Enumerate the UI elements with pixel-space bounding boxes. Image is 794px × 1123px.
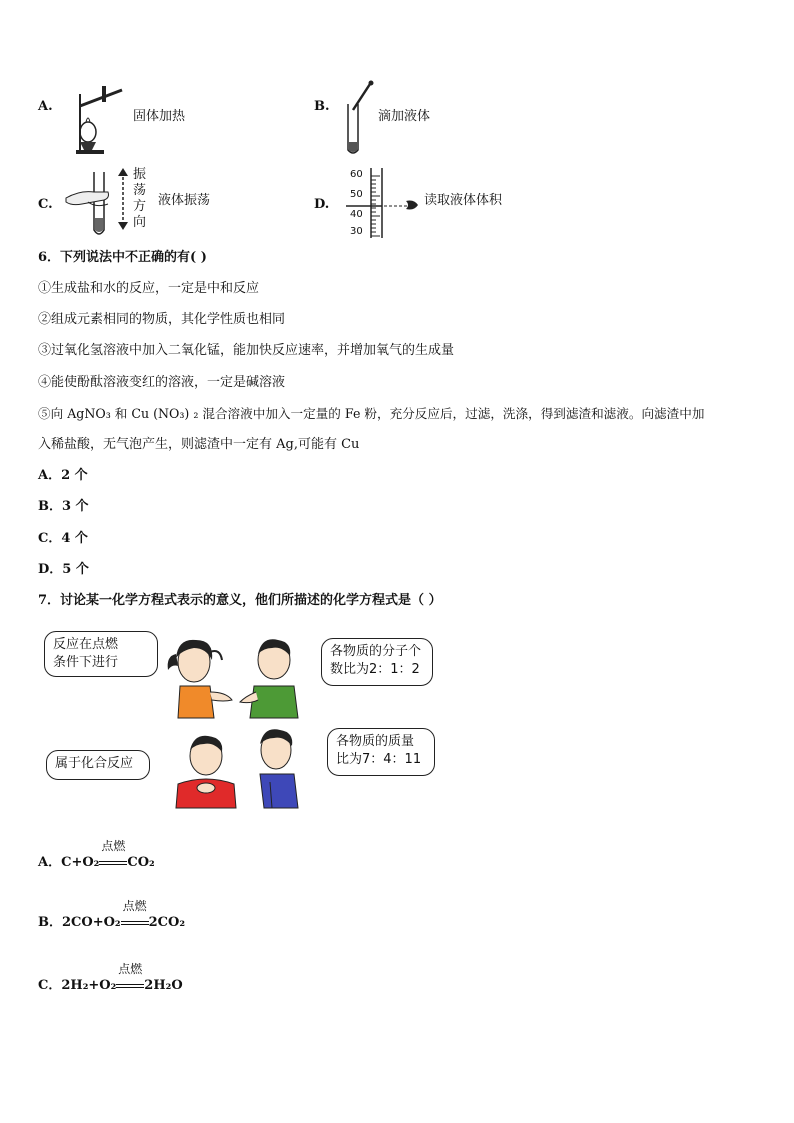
q7-option-b	[38, 898, 186, 931]
q7-option-a	[38, 838, 155, 871]
graduated-cylinder-figure	[344, 168, 384, 240]
student-boy-blue-figure	[250, 722, 310, 810]
option-letter: B.	[314, 99, 330, 114]
student-boy-green-figure	[238, 630, 308, 720]
student-boy-red-figure	[172, 730, 242, 810]
q5-option-a	[38, 95, 53, 114]
reaction-arrow	[99, 838, 127, 871]
q5-option-c-label: 液体振荡	[158, 193, 211, 208]
reaction-condition: 点燃	[122, 898, 147, 913]
speech-bubble-mass-ratio: 各物质的质量 比为7：4：11	[327, 728, 435, 776]
reaction-condition: 点燃	[101, 838, 126, 853]
q5-option-c	[38, 193, 53, 212]
q5-option-b-label: 滴加液体	[378, 109, 431, 124]
scale-label-50: 50	[350, 189, 363, 200]
q6-statement-3: ③过氧化氢溶液中加入二氧化锰，能加快反应速率，并增加氧气的生成量	[38, 343, 455, 358]
equation-reactants: 2H₂+O₂	[61, 978, 117, 993]
option-letter: C．	[38, 978, 62, 993]
q6-statement-5-line2: 入稀盐酸，无气泡产生，则滤渣中一定有 Ag,可能有 Cu	[38, 437, 360, 452]
q5-option-d-label: 读取液体体积	[424, 193, 503, 208]
shake-char: 向	[133, 215, 147, 230]
heating-apparatus-figure	[66, 84, 126, 156]
student-girl-figure	[160, 630, 240, 720]
shake-char: 荡	[133, 183, 147, 198]
shake-arrow	[116, 168, 130, 230]
reaction-condition: 点燃	[118, 961, 143, 976]
scale-label-40: 40	[350, 209, 363, 220]
shaking-tube-figure	[64, 168, 124, 240]
dropper-tube-figure	[340, 80, 380, 158]
reaction-arrow	[121, 898, 149, 931]
q6-option-a: A．2 个	[38, 468, 88, 483]
speech-bubble-molecule-ratio: 各物质的分子个 数比为2：1：2	[321, 638, 433, 686]
q6-stem: 6．下列说法中不正确的有( )	[38, 250, 207, 265]
eye-sightline-icon	[384, 198, 420, 212]
q5-option-b	[314, 95, 330, 114]
option-letter: C.	[38, 197, 53, 212]
option-letter: B．	[38, 915, 62, 930]
q5-option-a-label: 固体加热	[133, 109, 186, 124]
q6-option-c: C．4 个	[38, 531, 88, 546]
q6-statement-4: ④能使酚酞溶液变红的溶液，一定是碱溶液	[38, 375, 286, 390]
q7-option-c	[38, 961, 183, 994]
scale-label-30: 30	[350, 226, 363, 237]
shake-char: 方	[133, 199, 147, 214]
equation-products: CO₂	[127, 855, 155, 870]
q6-statement-1: ①生成盐和水的反应，一定是中和反应	[38, 281, 260, 296]
shake-direction-text	[133, 167, 147, 231]
option-letter: A.	[38, 99, 53, 114]
option-letter: A．	[38, 855, 62, 870]
double-arrow-icon	[116, 168, 130, 230]
q6-statement-2: ②组成元素相同的物质，其化学性质也相同	[38, 312, 286, 327]
equation-reactants: C+O₂	[61, 855, 100, 870]
q6-option-b: B．3 个	[38, 499, 89, 514]
speech-bubble-ignite: 反应在点燃 条件下进行	[44, 631, 158, 677]
equation-products: 2H₂O	[144, 978, 183, 993]
q6-option-d: D．5 个	[38, 562, 89, 577]
scale-label-60: 60	[350, 169, 363, 180]
q5-option-d	[314, 193, 329, 212]
q7-stem: 7．讨论某一化学方程式表示的意义，他们所描述的化学方程式是（ ）	[38, 593, 442, 608]
q6-statement-5-line1: ⑤向 AgNO₃ 和 Cu (NO₃) ₂ 混合溶液中加入一定量的 Fe 粉，充分反应后，过滤，洗涤，得到滤渣和滤液。向滤渣中加	[38, 406, 705, 421]
equation-products: 2CO₂	[148, 915, 186, 930]
reaction-arrow	[116, 961, 144, 994]
equation-reactants: 2CO+O₂	[62, 915, 121, 930]
option-letter: D.	[314, 197, 330, 212]
shake-char: 振	[133, 167, 147, 182]
speech-bubble-combination: 属于化合反应	[46, 750, 150, 780]
